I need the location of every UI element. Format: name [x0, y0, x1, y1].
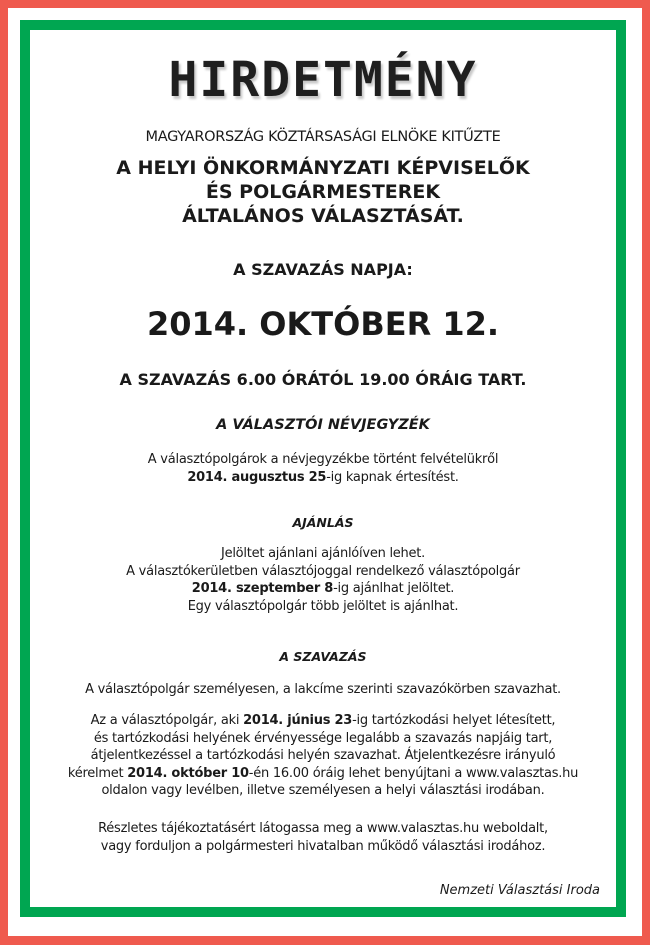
section-heading-nomination: AJÁNLÁS [292, 515, 354, 530]
notice-content [30, 30, 616, 907]
voting-line [30, 712, 616, 730]
voting-line-text: -én 16.00 óráig lehet benyújtani a www.valasztas.hu [248, 765, 579, 781]
nomination-line: Egy választópolgár több jelöltet is ajánlhat. [187, 598, 459, 614]
register-deadline: 2014. augusztus 25 [187, 469, 327, 485]
vote-hours: A SZAVAZÁS 6.00 ÓRÁTÓL 19.00 ÓRÁIG TART. [119, 370, 527, 389]
register-line [30, 469, 616, 487]
section-heading-register: A VÁLASZTÓI NÉVJEGYZÉK [216, 417, 430, 433]
nomination-deadline: 2014. szeptember 8 [191, 581, 334, 596]
notice-subtitle: MAGYARORSZÁG KÖZTÁRSASÁGI ELNÖKE KITŰZTE [145, 129, 501, 145]
vote-day-label: A SZAVAZÁS NAPJA: [233, 260, 413, 279]
nomination-line: A választókerületben választójoggal rendelkező választópolgár [126, 563, 520, 579]
info-line: vagy forduljon a polgármesteri hivatalban működő választási irodához. [100, 838, 546, 854]
registration-deadline: 2014. június 23 [243, 713, 353, 728]
voting-line-text: kérelmet [67, 765, 128, 781]
nomination-line [30, 580, 616, 598]
voting-paragraph-1 [30, 681, 616, 699]
voting-line-text: Az a választópolgár, aki [90, 713, 244, 728]
vote-date: 2014. OKTÓBER 12. [146, 305, 500, 343]
voting-line: oldalon vagy levélben, illetve személyesen a helyi választási irodában. [101, 783, 545, 798]
info-paragraph [30, 820, 616, 855]
voting-line-text: -ig tartózkodási helyet létesített, [352, 713, 556, 728]
voting-line: és tartózkodási helyének érvényessége legalább a szavazás napjáig tart, [93, 730, 553, 746]
register-paragraph [30, 451, 616, 486]
headline-line: ÉS POLGÁRMESTEREK [205, 181, 441, 203]
headline-line: ÁLTALÁNOS VÁLASZTÁSÁT. [182, 205, 464, 227]
info-line: Részletes tájékoztatásért látogassa meg a www.valasztas.hu weboldalt, [98, 821, 548, 836]
section-heading-voting: A SZAVAZÁS [279, 649, 367, 664]
notice-headline [30, 156, 616, 228]
register-line-rest: -ig kapnak értesítést. [326, 469, 459, 485]
nomination-line: Jelöltet ajánlani ajánlóíven lehet. [220, 546, 426, 561]
transfer-deadline: 2014. október 10 [127, 765, 249, 781]
signature: Nemzeti Választási Iroda [439, 883, 600, 898]
notice-title: HIRDETMÉNY [168, 52, 478, 108]
nomination-paragraph [30, 545, 616, 615]
voting-paragraph-2 [30, 712, 616, 800]
voting-line: A választópolgár személyesen, a lakcíme szerinti szavazókörben szavazhat. [85, 682, 561, 697]
headline-line: A HELYI ÖNKORMÁNYZATI KÉPVISELŐK [116, 157, 530, 179]
register-line: A választópolgárok a névjegyzékbe történt felvételükről [147, 452, 499, 467]
voting-line [30, 765, 616, 783]
voting-line: átjelentkezéssel a tartózkodási helyén szavazhat. Átjelentkezésre irányuló [90, 748, 556, 763]
nomination-line-rest: -ig ajánlhat jelöltet. [333, 581, 455, 596]
